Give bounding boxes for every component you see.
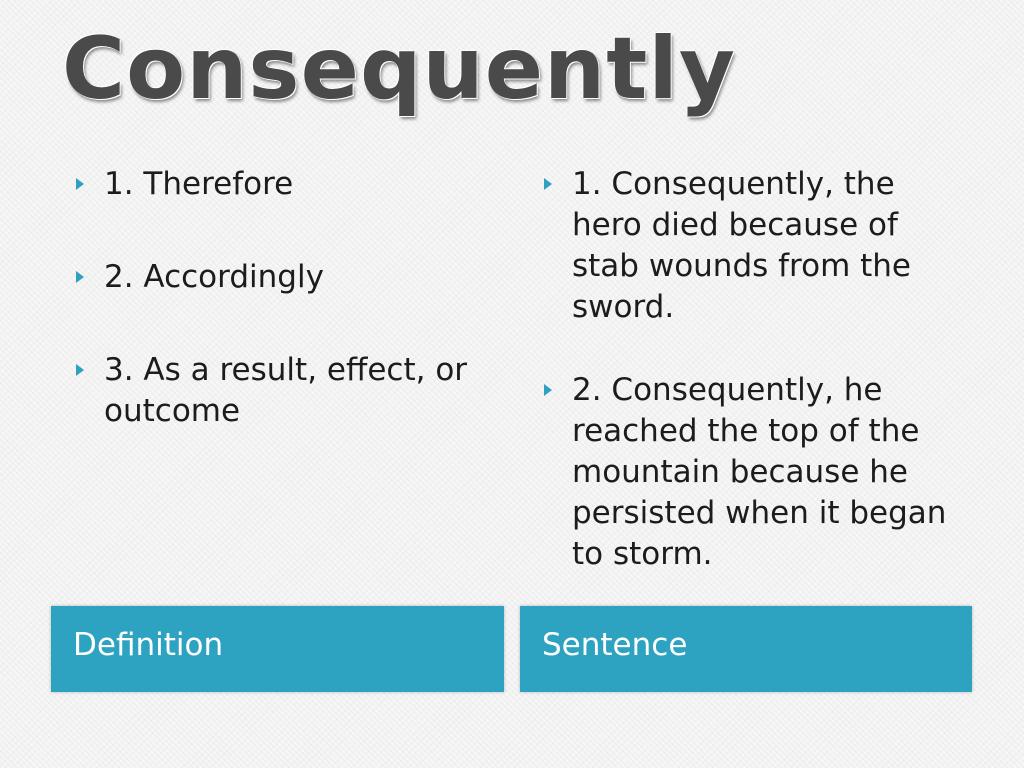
definition-label: Definition	[73, 627, 224, 663]
bullet-arrow-icon	[544, 178, 552, 190]
slide-title: Consequently	[62, 19, 736, 119]
definition-column	[70, 164, 490, 432]
bullet-arrow-icon	[76, 178, 84, 190]
bullet-arrow-icon	[76, 364, 84, 376]
sentence-item-2	[538, 370, 968, 575]
bullet-arrow-icon	[544, 384, 552, 396]
definition-item-1	[70, 164, 490, 205]
sentence-label: Sentence	[542, 627, 688, 663]
definition-label-box	[51, 606, 504, 692]
sentence-item-text: 1. Consequently, the hero died because of stab wounds from the sword.	[572, 166, 912, 325]
sentence-item-1	[538, 164, 968, 328]
definition-item-text: 3. As a result, effect, or outcome	[104, 352, 468, 429]
sentence-label-box	[520, 606, 972, 692]
definition-item-text: 2. Accordingly	[104, 259, 324, 295]
definition-item-text: 1. Therefore	[104, 166, 294, 202]
sentence-item-text: 2. Consequently, he reached the top of the mountain because he persisted when it began to storm.	[572, 372, 947, 572]
sentence-column	[538, 164, 968, 575]
definition-item-2	[70, 257, 490, 298]
definition-item-3	[70, 350, 490, 432]
bullet-arrow-icon	[76, 271, 84, 283]
